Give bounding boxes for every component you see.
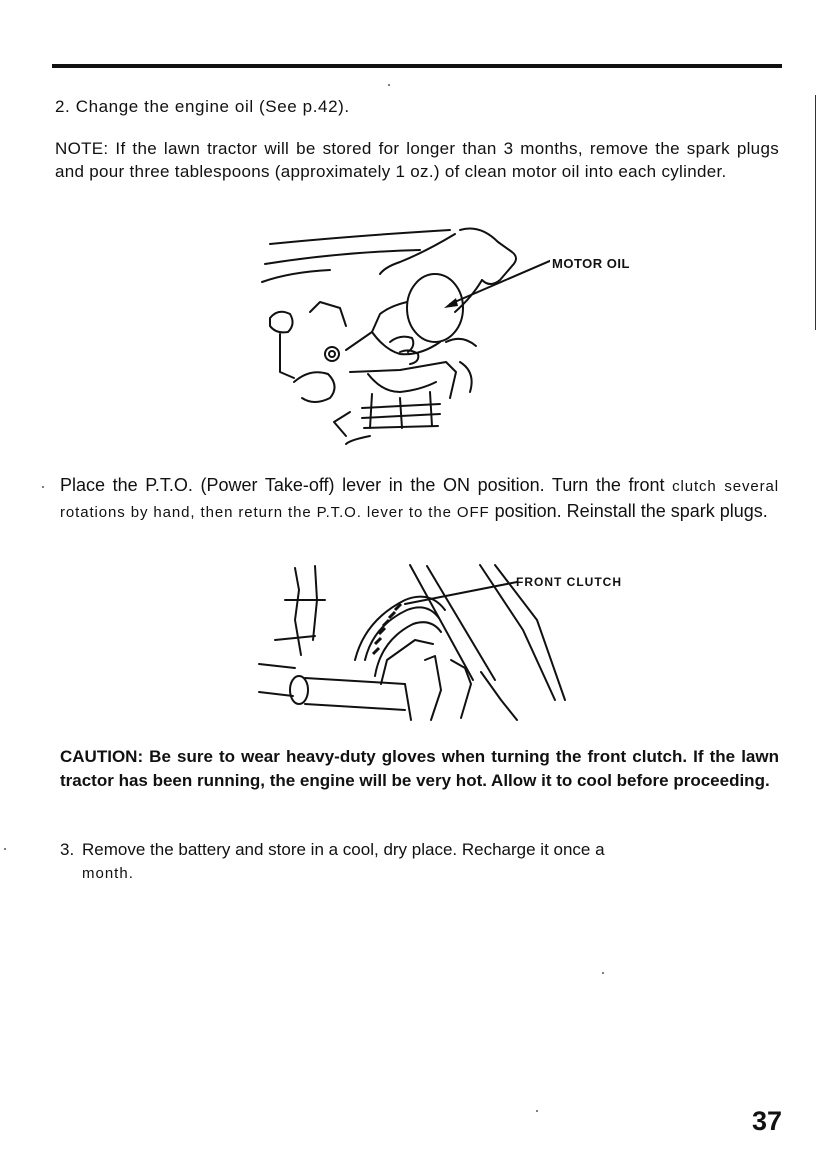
caution-paragraph: CAUTION: Be sure to wear heavy-duty gloves when turning the front clutch. If the lawn tractor has been running, the engine will be very hot. Allow it to cool before proceeding. bbox=[60, 747, 779, 790]
note-paragraph: NOTE: If the lawn tractor will be stored for longer than 3 months, remove the spark plugs and pour three tablespoons (approximately 1 oz.) of clean motor oil into each cylinder. bbox=[55, 139, 779, 181]
motor-oil-callout: MOTOR OIL bbox=[552, 256, 630, 271]
motor-oil-illustration bbox=[250, 222, 550, 447]
scan-speck bbox=[4, 848, 6, 850]
margin-line bbox=[815, 95, 816, 330]
step-3-line1: Remove the battery and store in a cool, dry place. Recharge it once a bbox=[82, 840, 605, 859]
scan-speck bbox=[536, 1110, 538, 1112]
pto-paragraph-line3: position. Reinstall the spark plugs. bbox=[494, 501, 768, 521]
step-3-line2: month. bbox=[82, 865, 134, 882]
pto-paragraph bbox=[60, 473, 779, 525]
pto-paragraph-line1: Place the P.T.O. (Power Take-off) lever in the ON position. Turn the front bbox=[60, 475, 665, 495]
step-3-number: 3. bbox=[60, 840, 75, 859]
scan-speck bbox=[602, 972, 604, 974]
step-2-text: 2. Change the engine oil (See p.42). bbox=[55, 97, 350, 116]
scan-speck bbox=[388, 84, 390, 86]
front-clutch-callout: FRONT CLUTCH bbox=[516, 575, 622, 589]
pto-paragraph-line2: clutch several rotations by hand, then return the P.T.O. lever to the OFF bbox=[60, 478, 779, 521]
step-3-paragraph bbox=[60, 838, 779, 886]
page-number: 37 bbox=[752, 1106, 783, 1136]
header-rule bbox=[52, 64, 782, 68]
scan-speck bbox=[42, 486, 44, 488]
